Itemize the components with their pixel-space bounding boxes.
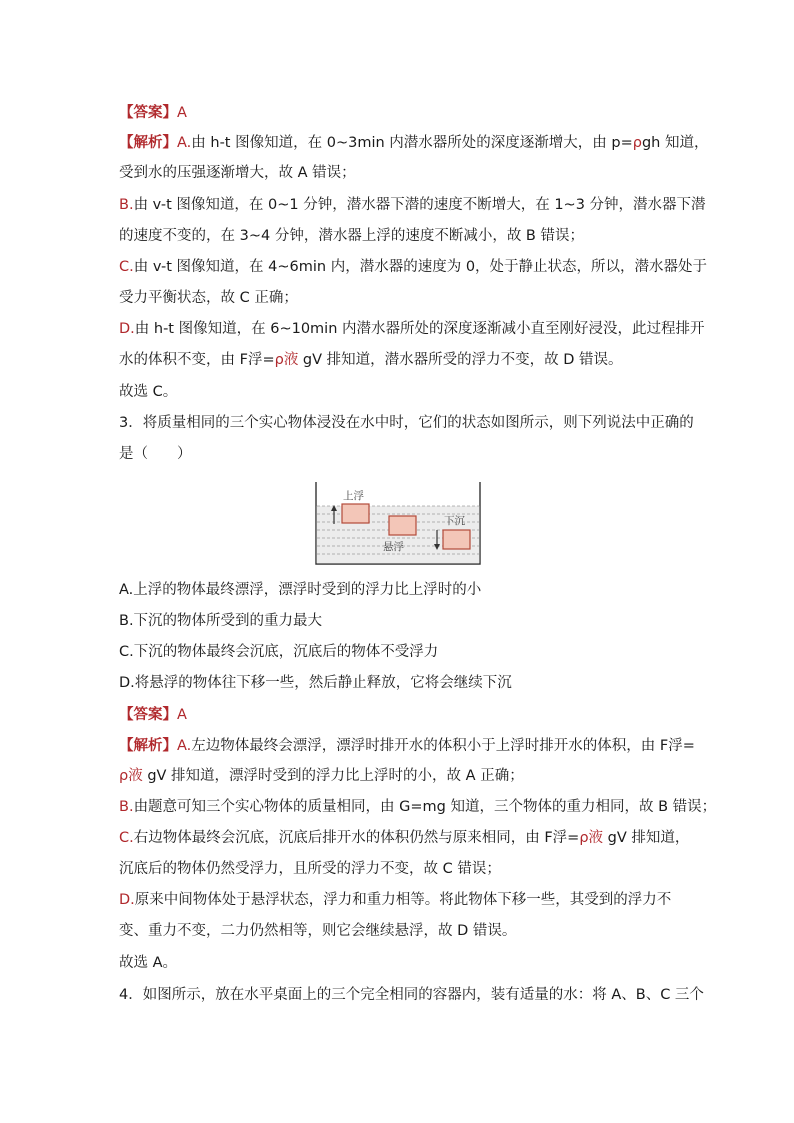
text-run: A. bbox=[177, 738, 192, 754]
text-run: gV 排知道，漂浮时受到的浮力比上浮时的小，故 A 正确； bbox=[142, 768, 524, 784]
text-line bbox=[119, 953, 177, 973]
buoyancy-diagram bbox=[313, 480, 483, 566]
text-run: A. bbox=[177, 135, 192, 151]
text-run: 3．将质量相同的三个实心物体浸没在水中时，它们的状态如图所示，则下列说法中正确的 bbox=[119, 415, 694, 431]
text-line bbox=[119, 705, 187, 725]
text-run: ρ液 bbox=[579, 830, 604, 846]
text-run: 【解析】 bbox=[119, 738, 177, 754]
text-run: ρ液 bbox=[119, 768, 143, 784]
text-run: 沉底后的物体仍然受浮力，且所受的浮力不变，故 C 错误； bbox=[119, 861, 501, 877]
text-run: 的速度不变的，在 3~4 分钟，潜水器上浮的速度不断减小，故 B 错误； bbox=[119, 228, 584, 244]
label-down: 下沉 bbox=[444, 515, 465, 527]
text-run: B.下沉的物体所受到的重力最大 bbox=[119, 613, 323, 629]
text-line bbox=[119, 859, 501, 879]
text-run: 是（ ） bbox=[119, 446, 192, 462]
text-run: 故选 C。 bbox=[119, 384, 178, 400]
text-run: 由 h-t 图像知道，在 6~10min 内潜水器所处的深度逐渐减小直至刚好浸没，此过程排开 bbox=[134, 321, 705, 337]
label-suspend: 悬浮 bbox=[383, 541, 404, 553]
text-run: 【答案】 bbox=[119, 105, 177, 121]
text-line bbox=[119, 766, 524, 786]
text-run: 水的体积不变，由 F浮= bbox=[119, 352, 275, 368]
text-run: 右边物体最终会沉底，沉底后排开水的体积仍然与原来相同，由 F浮= bbox=[133, 830, 580, 846]
text-line bbox=[119, 580, 481, 600]
text-run: C. bbox=[119, 259, 134, 275]
text-run: gV 排知道， bbox=[603, 830, 690, 846]
text-line bbox=[119, 257, 707, 277]
text-run: 受力平衡状态，故 C 正确； bbox=[119, 290, 298, 306]
sinking-box bbox=[443, 530, 470, 549]
text-line bbox=[119, 828, 689, 848]
label-up: 上浮 bbox=[343, 490, 364, 502]
text-run: A bbox=[177, 707, 187, 723]
text-line bbox=[119, 890, 671, 910]
text-run: 左边物体最终会漂浮，漂浮时排开水的体积小于上浮时排开水的体积，由 F浮= bbox=[191, 738, 695, 754]
text-run: B. bbox=[119, 799, 134, 815]
text-line bbox=[119, 382, 177, 402]
text-line bbox=[119, 195, 706, 215]
text-run: 由 v-t 图像知道，在 4~6min 内，潜水器的速度为 0，处于静止状态，所以，潜水器处于 bbox=[133, 259, 708, 275]
text-line bbox=[119, 413, 694, 433]
text-run: 【答案】 bbox=[119, 707, 177, 723]
text-run: D. bbox=[119, 321, 135, 337]
text-run: 【解析】 bbox=[119, 135, 177, 151]
text-line bbox=[119, 319, 705, 339]
text-line bbox=[119, 797, 716, 817]
text-run: C.下沉的物体最终会沉底，沉底后的物体不受浮力 bbox=[119, 644, 439, 660]
text-run: 变、重力不变，二力仍然相等，则它会继续悬浮，故 D 错误。 bbox=[119, 923, 517, 939]
text-line bbox=[119, 985, 704, 1005]
text-run: 由题意可知三个实心物体的质量相同，由 G=mg 知道，三个物体的重力相同，故 B 错误； bbox=[133, 799, 717, 815]
text-line bbox=[119, 133, 708, 153]
text-run: gh 知道， bbox=[641, 135, 709, 151]
text-run: D. bbox=[119, 892, 135, 908]
text-line bbox=[119, 736, 695, 756]
text-run: gV 排知道，潜水器所受的浮力不变，故 D 错误。 bbox=[298, 352, 623, 368]
text-line bbox=[119, 350, 623, 370]
text-run: ρ bbox=[632, 135, 642, 151]
text-line bbox=[119, 921, 516, 941]
text-line bbox=[119, 226, 584, 246]
text-run: C. bbox=[119, 830, 134, 846]
text-line bbox=[119, 163, 356, 183]
text-run: 故选 A。 bbox=[119, 955, 178, 971]
text-run: D.将悬浮的物体往下移一些，然后静止释放，它将会继续下沉 bbox=[119, 675, 512, 691]
text-line bbox=[119, 642, 438, 662]
text-line bbox=[119, 444, 192, 464]
text-line bbox=[119, 611, 322, 631]
text-run: A bbox=[177, 105, 187, 121]
text-line bbox=[119, 288, 298, 308]
text-run: 4．如图所示，放在水平桌面上的三个完全相同的容器内，装有适量的水：将 A、B、C 三个 bbox=[119, 987, 704, 1003]
text-run: ρ液 bbox=[274, 352, 299, 368]
text-run: B. bbox=[119, 197, 134, 213]
text-run: 原来中间物体处于悬浮状态，浮力和重力相等。将此物体下移一些，其受到的浮力不 bbox=[134, 892, 672, 908]
text-run: A.上浮的物体最终漂浮，漂浮时受到的浮力比上浮时的小 bbox=[119, 582, 482, 598]
text-line bbox=[119, 673, 512, 693]
text-line bbox=[119, 103, 187, 123]
text-run: 由 h-t 图像知道，在 0~3min 内潜水器所处的深度逐渐增大，由 p= bbox=[191, 135, 633, 151]
suspended-box bbox=[389, 516, 416, 535]
floating-up-box bbox=[342, 504, 369, 523]
text-run: 受到水的压强逐渐增大，故 A 错误； bbox=[119, 165, 356, 181]
text-run: 由 v-t 图像知道，在 0~1 分钟，潜水器下潜的速度不断增大，在 1~3 分钟，潜水器下潜 bbox=[133, 197, 706, 213]
